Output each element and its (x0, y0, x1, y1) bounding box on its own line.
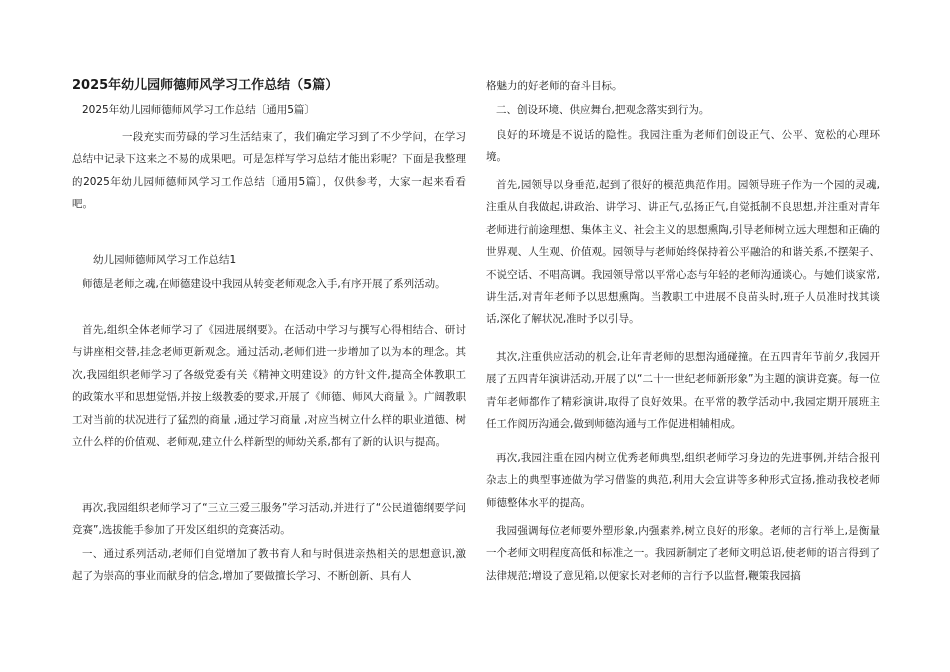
body-paragraph: 首先,组织全体老师学习了《园进展纲要》。在活动中学习与撰写心得相结合、研讨与讲座相交替,挂念老师更新观念。通过活动,老师们进一步增加了以为本的理念。其次,我园组织老师学习了各级党委有关《精神文明建设》的方针文件,提高全体教职工的政策水平和思想觉悟,并按上级教委的要求,开展了《师德、师风大商量 》。广阔教职工对当前的状况进行了猛烈的商量 ,通过学习商量 ,对应当树立什么样的职业道德、树立什么样的价值观、老师观,建立什么样新型的师幼关系,都有了新的认识与提高。 (72, 324, 466, 449)
intro-paragraph: 一段充实而劳碌的学习生活结束了，我们确定学习到了不少学问，在学习总结中记录下这来之不易的成果吧。可是怎样写学习总结才能出彩呢？下面是我整理的2025年幼儿园师德师风学习工作总结〔通用5篇〕，仅供参考，大家一起来看看吧。 (72, 131, 466, 211)
body-paragraph: 再次,我园组织老师学习了“三立三爱三服务”学习活动,并进行了“公民道德纲要学问竞赛”,选拔能手参加了开发区组织的竞赛活动。 (72, 502, 466, 537)
body-paragraph: 我园强调每位老师要外塑形象,内强素养,树立良好的形象。老师的言行举上,是衡量一个老师文明程度高低和标准之一。我园新制定了老师文明总语,使老师的语言得到了法律规范;增设了意见箱,以便家长对老师的言行予以监督,鞭策我园搞 (486, 525, 880, 582)
subtitle-paragraph: 2025年幼儿园师德师风学习工作总结〔通用5篇〕 (82, 104, 315, 116)
document-title: 2025年幼儿园师德师风学习工作总结（5篇） (72, 78, 339, 93)
section-heading-2: 二、创设环境、供应舞台,把观念落实到行为。 (496, 104, 710, 116)
body-paragraph: 良好的环境是不说话的隐性。我园注重为老师们创设正气、公平、宽松的心理环境。 (486, 129, 880, 164)
section-heading-1: 幼儿园师德师风学习工作总结1 (93, 254, 237, 266)
body-paragraph: 再次,我园注重在园内树立优秀老师典型,组织老师学习身边的先进事例,并结合报刊杂志上的典型事迹做为学习借鉴的典范,利用大会宣讲等多种形式宣扬,推动我校老师师德整体水平的提高。 (486, 452, 880, 509)
body-paragraph: 其次,注重供应活动的机会,让年青老师的思想沟通碰撞。在五四青年节前夕,我园开展了五四青年演讲活动,开展了以“二十一世纪老师新形象”为主题的演讲竞赛。每一位青年老师都作了精彩演讲,取得了良好效果。在平常的教学活动中,我园定期开展班主任工作阅历沟通会,做到师德沟通与工作促进相辅相成。 (486, 351, 880, 431)
body-paragraph: 格魅力的好老师的奋斗目标。 (486, 80, 623, 92)
body-paragraph: 师德是老师之魂,在师德建设中我园从转变老师观念入手,有序开展了系列活动。 (82, 278, 446, 290)
body-paragraph: 一、通过系列活动,老师们自觉增加了教书育人和与时俱进亲热相关的思想意识,激起了为崇高的事业而献身的信念,增加了要做擅长学习、不断创新、具有人 (72, 548, 466, 583)
body-paragraph: 首先,园领导以身垂范,起到了很好的模范典范作用。园领导班子作为一个园的灵魂,注重从自我做起,讲政治、讲学习、讲正气,弘扬正气,自觉抵制不良思想,并注重对青年老师进行前途理想、集体主义、社会主义的思想熏陶,引导老师树立远大理想和正确的世界观、人生观、价值观。园领导与老师始终保持着公平融洽的和谐关系,不摆架子、不说空话、不唱高调。我园领导常以平常心态与年轻的老师沟通谈心。与她们谈家常,讲生活,对青年老师予以思想熏陶。当教职工中进展不良苗头时,班子人员准时找其谈话,深化了解状况,准时予以引导。 (486, 179, 880, 326)
